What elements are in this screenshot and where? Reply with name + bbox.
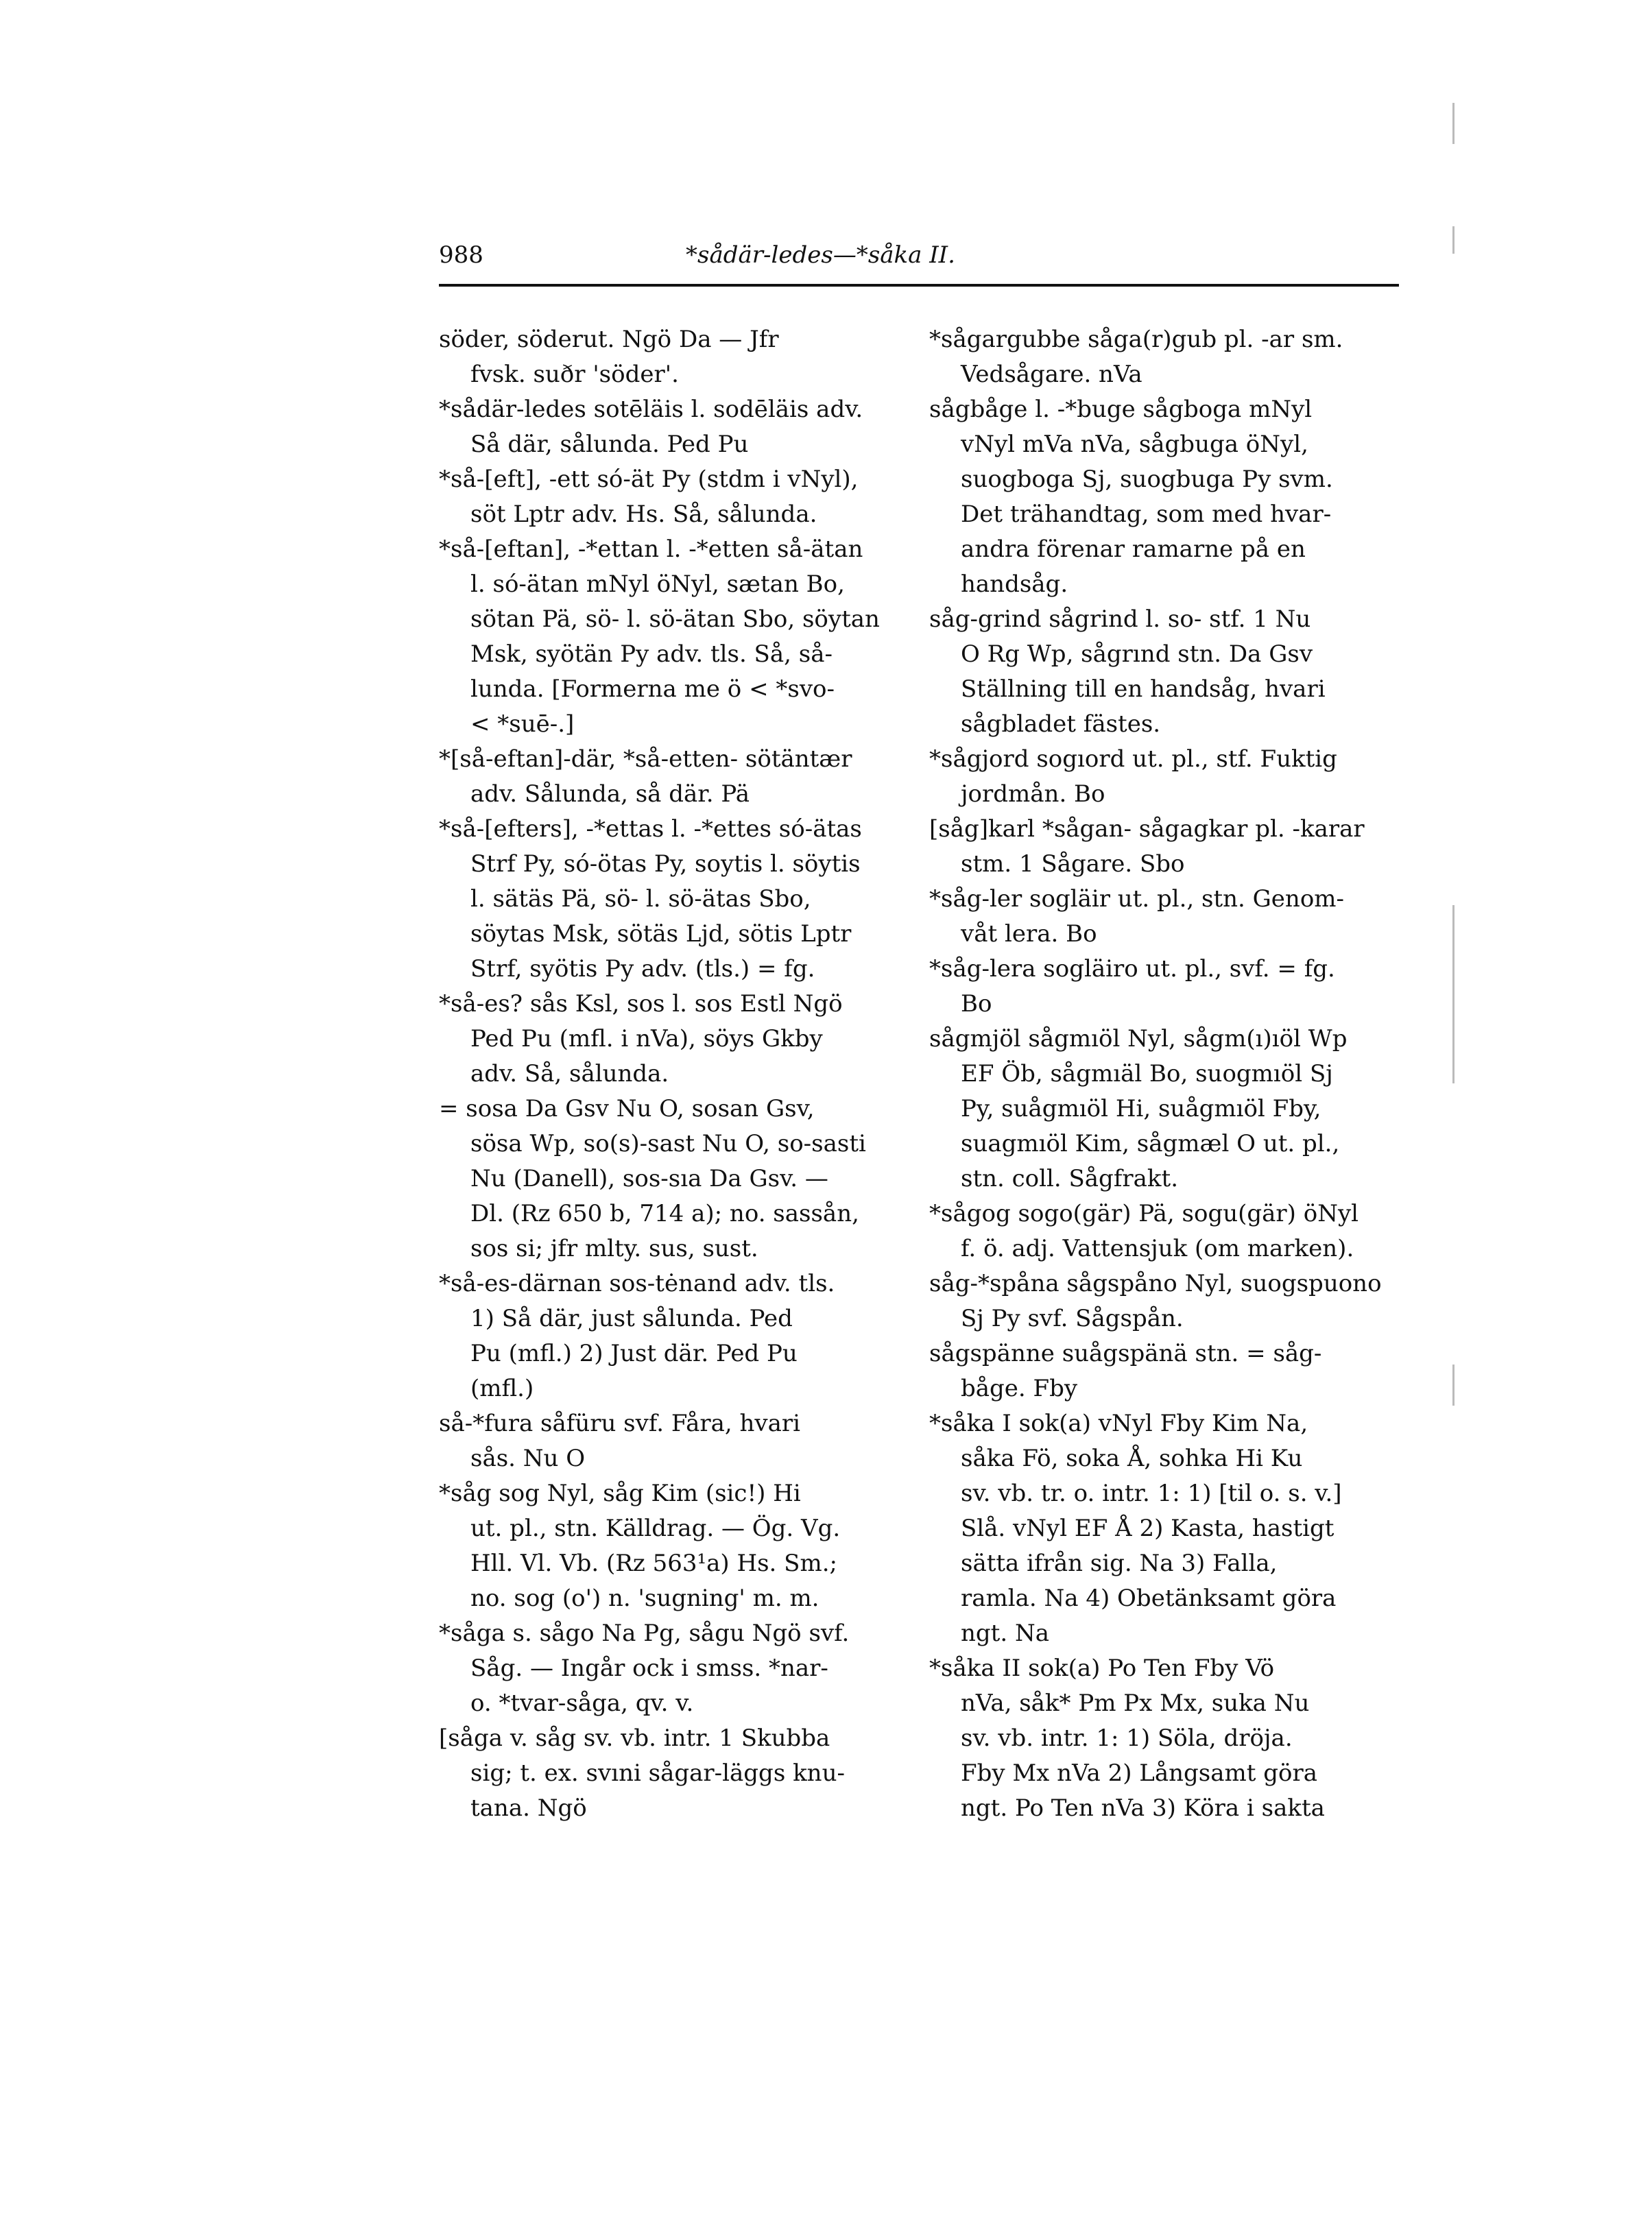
scan-edge-mark (1452, 905, 1455, 1083)
text-line: ngt. Na (961, 1620, 1049, 1647)
text-line: adv. Så, sålunda. (470, 1060, 669, 1088)
scan-edge-mark (1452, 1365, 1455, 1406)
text-line: 1) Så där, just sålunda. Ped (470, 1305, 793, 1332)
text-line: lunda. [Formerna me ö < *svo- (470, 675, 835, 703)
header-rule (439, 284, 1399, 287)
text-line: = sosa Da Gsv Nu O, sosan Gsv, (439, 1095, 815, 1122)
text-line: så-*fura såfüru svf. Fåra, hvari (439, 1410, 801, 1437)
text-line: Hll. Vl. Vb. (Rz 563¹a) Hs. Sm.; (470, 1550, 837, 1577)
text-line: ngt. Po Ten nVa 3) Köra i sakta (961, 1794, 1325, 1822)
text-line: sv. vb. intr. 1: 1) Söla, dröja. (961, 1725, 1293, 1752)
text-line: (mfl.) (470, 1375, 534, 1402)
text-line: Så där, sålunda. Ped Pu (470, 431, 749, 458)
text-line: sv. vb. tr. o. intr. 1: 1) [til o. s. v.] (961, 1480, 1342, 1507)
text-line: Ställning till en handsåg, hvari (961, 675, 1326, 703)
text-line: såg-grind sågrind l. so- stf. 1 Nu (929, 605, 1311, 633)
text-line: *såg-lera sogläiro ut. pl., svf. = fg. (929, 955, 1335, 983)
text-line: sågspänne suågspänä stn. = såg- (929, 1340, 1322, 1367)
text-line: *[så-eftan]-där, *så-etten- sötäntær (439, 745, 852, 773)
text-line: *sågjord sogıord ut. pl., stf. Fuktig (929, 745, 1337, 773)
running-title: *sådär-ledes—*såka II. (686, 241, 955, 269)
text-line: EF Öb, sågmıäl Bo, suogmıöl Sj (961, 1060, 1333, 1088)
text-line: o. *tvar-såga, qv. v. (470, 1690, 694, 1717)
text-line: stn. coll. Sågfrakt. (961, 1165, 1179, 1192)
text-line: ramla. Na 4) Obetänksamt göra (961, 1585, 1337, 1612)
text-line: söder, söderut. Ngö Da — Jfr (439, 326, 779, 353)
left-column (439, 322, 909, 1826)
page-header (439, 241, 1399, 283)
text-line: våt lera. Bo (961, 920, 1097, 948)
text-line: Strf Py, só-ötas Py, soytis l. söytis (470, 850, 861, 878)
text-line: Py, suågmıöl Hi, suågmıöl Fby, (961, 1095, 1321, 1122)
scan-edge-mark (1452, 103, 1455, 144)
text-line: nVa, såk* Pm Px Mx, suka Nu (961, 1690, 1310, 1717)
text-line: söytas Msk, sötäs Ljd, sötis Lptr (470, 920, 852, 948)
text-line: suagmıöl Kim, sågmæl O ut. pl., (961, 1130, 1340, 1157)
text-line: sötan Pä, sö- l. sö-ätan Sbo, söytan (470, 605, 880, 633)
text-line: *såka I sok(a) vNyl Fby Kim Na, (929, 1410, 1308, 1437)
text-line: andra förenar ramarne på en (961, 536, 1306, 563)
text-line: < *suē-.] (470, 710, 575, 738)
text-line: *såg-ler sogläir ut. pl., stn. Genom- (929, 885, 1345, 913)
text-line: Msk, syötän Py adv. tls. Så, så- (470, 640, 833, 668)
text-line: l. só-ätan mNyl öNyl, sætan Bo, (470, 570, 845, 598)
text-line: O Rg Wp, sågrınd stn. Da Gsv (961, 640, 1313, 668)
text-line: [såga v. såg sv. vb. intr. 1 Skubba (439, 1725, 830, 1752)
text-line: *såga s. sågo Na Pg, sågu Ngö svf. (439, 1620, 850, 1647)
text-line: *såg sog Nyl, såg Kim (sic!) Hi (439, 1480, 801, 1507)
text-line: Fby Mx nVa 2) Långsamt göra (961, 1759, 1317, 1787)
right-column (929, 322, 1399, 1826)
text-line: *sådär-ledes sotēläis l. sodēläis adv. (439, 396, 863, 423)
page-number: 988 (439, 241, 483, 269)
text-line: sos si; jfr mlty. sus, sust. (470, 1235, 758, 1262)
text-line: [såg]karl *sågan- sågagkar pl. -karar (929, 815, 1365, 843)
text-line: jordmån. Bo (961, 780, 1105, 808)
text-line: ut. pl., stn. Källdrag. — Ög. Vg. (470, 1515, 841, 1542)
text-line: sig; t. ex. svıni sågar-läggs knu- (470, 1759, 845, 1787)
text-line: stm. 1 Sågare. Sbo (961, 850, 1185, 878)
text-line: sås. Nu O (470, 1445, 586, 1472)
text-line: Ped Pu (mfl. i nVa), söys Gkby (470, 1025, 823, 1053)
text-line: såka Fö, soka Å, sohka Hi Ku (961, 1445, 1303, 1472)
text-line: adv. Sålunda, så där. Pä (470, 780, 750, 808)
text-line: f. ö. adj. Vattensjuk (om marken). (961, 1235, 1354, 1262)
text-line: Slå. vNyl EF Å 2) Kasta, hastigt (961, 1515, 1334, 1542)
text-line: sågbåge l. -*buge sågboga mNyl (929, 396, 1313, 423)
text-line: Bo (961, 990, 992, 1018)
text-line: vNyl mVa nVa, sågbuga öNyl, (961, 431, 1308, 458)
text-line: Såg. — Ingår ock i smss. *nar- (470, 1655, 828, 1682)
text-line: *så-es-därnan sos-tėnand adv. tls. (439, 1270, 835, 1297)
text-line: suogboga Sj, suogbuga Py svm. (961, 466, 1333, 493)
text-line: *så-[efters], -*ettas l. -*ettes só-ätas (439, 815, 862, 843)
text-line: Pu (mfl.) 2) Just där. Ped Pu (470, 1340, 798, 1367)
text-line: sösa Wp, so(s)-sast Nu O, so-sasti (470, 1130, 866, 1157)
text-line: Strf, syötis Py adv. (tls.) = fg. (470, 955, 815, 983)
text-line: *så-es? sås Ksl, sos l. sos Estl Ngö (439, 990, 843, 1018)
text-line: Det trähandtag, som med hvar- (961, 501, 1332, 528)
text-line: fvsk. suðr 'söder'. (470, 361, 679, 388)
scan-edge-mark (1452, 226, 1455, 254)
text-line: Vedsågare. nVa (961, 361, 1142, 388)
text-line: sågbladet fästes. (961, 710, 1161, 738)
text-line: båge. Fby (961, 1375, 1078, 1402)
text-line: handsåg. (961, 570, 1068, 598)
text-line: Sj Py svf. Sågspån. (961, 1305, 1184, 1332)
text-line: sågmjöl sågmıöl Nyl, sågm(ı)ıöl Wp (929, 1025, 1348, 1053)
text-line: såg-*spåna sågspåno Nyl, suogspuono (929, 1270, 1382, 1297)
text-line: sätta ifrån sig. Na 3) Falla, (961, 1550, 1278, 1577)
text-line: no. sog (o') n. 'sugning' m. m. (470, 1585, 819, 1612)
text-line: *sågargubbe såga(r)gub pl. -ar sm. (929, 326, 1343, 353)
text-line: *så-[eftan], -*ettan l. -*etten så-ätan (439, 536, 863, 563)
text-line: Nu (Danell), sos-sıa Da Gsv. — (470, 1165, 828, 1192)
text-line: Dl. (Rz 650 b, 714 a); no. sassån, (470, 1200, 859, 1227)
text-line: tana. Ngö (470, 1794, 587, 1822)
text-line: söt Lptr adv. Hs. Så, sålunda. (470, 501, 817, 528)
text-line: *såka II sok(a) Po Ten Fby Vö (929, 1655, 1275, 1682)
text-line: l. sätäs Pä, sö- l. sö-ätas Sbo, (470, 885, 811, 913)
text-line: *så-[eft], -ett só-ät Py (stdm i vNyl), (439, 466, 859, 493)
text-line: *sågog sogo(gär) Pä, sogu(gär) öNyl (929, 1200, 1359, 1227)
